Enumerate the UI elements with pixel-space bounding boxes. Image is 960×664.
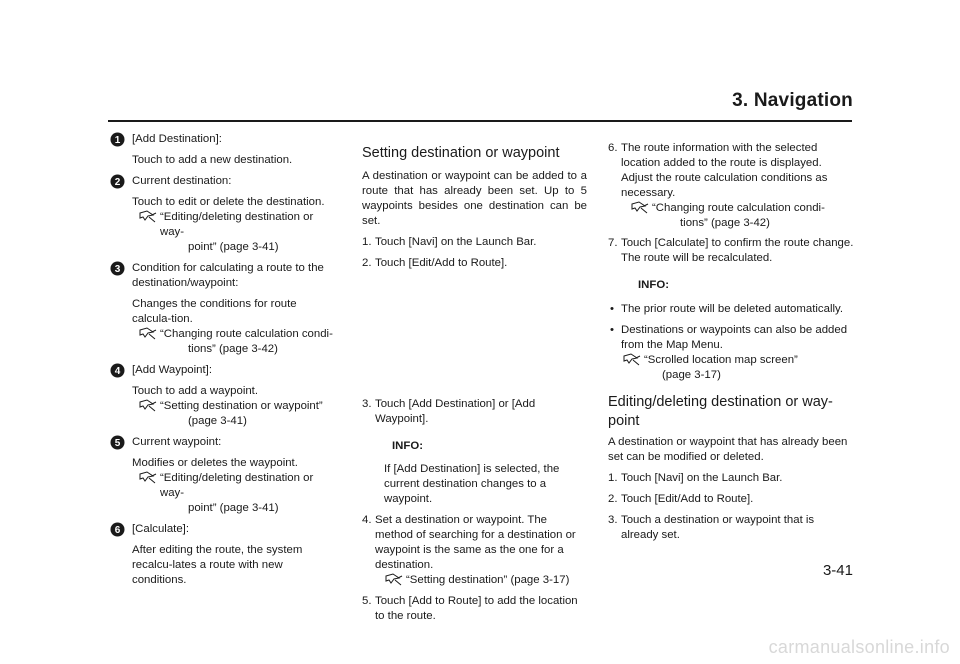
reference-text-cont: tions” (page 3-42) xyxy=(188,343,278,355)
callout-description: After editing the route, the system recalcu-lates a route with new conditions. xyxy=(132,544,303,586)
step-number: 2. xyxy=(608,493,618,505)
reference-icon xyxy=(622,352,642,366)
step-1 xyxy=(608,471,854,486)
info-label: INFO: xyxy=(392,440,424,452)
step-5 xyxy=(362,594,587,624)
step-number: 1. xyxy=(362,236,372,248)
callout-label: Current waypoint: xyxy=(132,436,222,448)
callout-description: Modifies or deletes the waypoint. xyxy=(132,457,298,469)
reference-icon xyxy=(138,209,158,223)
reference xyxy=(132,399,335,429)
svg-text:3: 3 xyxy=(114,264,121,275)
callout-label: [Add Destination]: xyxy=(132,133,222,145)
callout-label: Current destination: xyxy=(132,175,232,187)
info-text xyxy=(362,462,587,507)
callout-item xyxy=(110,132,335,168)
step-text: Touch [Add to Route] to add the location to the route. xyxy=(375,595,578,622)
reference-icon xyxy=(138,326,158,340)
reference-text: “Changing route calculation condi- xyxy=(160,328,333,340)
page-number: 3-41 xyxy=(822,562,853,579)
svg-text:5: 5 xyxy=(114,438,121,449)
reference-text-cont: point” (page 3-41) xyxy=(188,241,279,253)
callout-number-icon xyxy=(110,522,126,538)
step-3 xyxy=(608,513,854,543)
bullet-text: The prior route will be deleted automatically. xyxy=(621,303,844,315)
step-2 xyxy=(362,256,587,271)
reference-icon xyxy=(138,470,158,484)
step-number: 4. xyxy=(362,514,372,526)
callout-number-icon xyxy=(110,132,126,148)
reference-text: “Scrolled location map screen” xyxy=(644,354,798,366)
section-heading: Editing/deleting destination or way-point xyxy=(608,394,833,429)
reference xyxy=(132,210,335,255)
reference xyxy=(362,573,587,588)
column-callouts xyxy=(110,132,335,594)
step-number: 2. xyxy=(362,257,372,269)
callout-description: Touch to add a new destination. xyxy=(132,154,293,166)
step-text: Touch [Calculate] to confirm the route change. The route will be recalculated. xyxy=(621,237,854,264)
step-6 xyxy=(608,141,854,201)
svg-text:4: 4 xyxy=(114,366,121,377)
callout-description: Touch to add a waypoint. xyxy=(132,385,259,397)
bullet-text: Destinations or waypoints can also be added from the Map Menu. xyxy=(621,324,848,351)
intro-text: A destination or waypoint can be added to a route that has already been set. Up to 5 waypoints besides one destination can be set. xyxy=(362,170,587,227)
step-text: The route information with the selected location added to the route is displayed. Adjust the route calculation conditions as necessary. xyxy=(621,142,828,199)
reference xyxy=(608,201,854,231)
info-bullet xyxy=(608,323,854,353)
step-number: 5. xyxy=(362,595,372,607)
callout-item xyxy=(110,435,335,516)
step-text: Touch [Navi] on the Launch Bar. xyxy=(621,472,783,484)
bullet-dot: • xyxy=(610,324,614,336)
step-text: Touch [Edit/Add to Route]. xyxy=(375,257,508,269)
footer-watermark-bar xyxy=(0,637,960,664)
step-1 xyxy=(362,235,587,250)
reference-text-cont: point” (page 3-41) xyxy=(188,502,279,514)
reference xyxy=(132,327,335,357)
step-number: 6. xyxy=(608,142,618,154)
reference-text: “Editing/deleting destination or way- xyxy=(160,211,314,238)
reference xyxy=(608,353,854,383)
reference-text-cont: (page 3-41) xyxy=(188,415,247,427)
step-text: Touch [Add Destination] or [Add Waypoint]. xyxy=(375,398,536,425)
reference-text-cont: (page 3-17) xyxy=(662,369,721,381)
reference-text: “Setting destination” (page 3-17) xyxy=(406,574,570,586)
step-text: Touch a destination or waypoint that is already set. xyxy=(621,514,815,541)
watermark-text: carmanualsonline.info xyxy=(768,637,950,657)
step-4 xyxy=(362,513,587,573)
callout-label: [Add Waypoint]: xyxy=(132,364,212,376)
callout-item xyxy=(110,522,335,588)
column-setting-destination xyxy=(362,144,587,624)
reference-text: “Setting destination or waypoint” xyxy=(160,400,323,412)
callout-item xyxy=(110,174,335,255)
reference-text-cont: tions” (page 3-42) xyxy=(680,217,770,229)
column-editing-destination xyxy=(608,141,854,543)
step-number: 1. xyxy=(608,472,618,484)
step-number: 7. xyxy=(608,237,618,249)
callout-description: Changes the conditions for route calcula-tion. xyxy=(132,298,297,325)
svg-text:6: 6 xyxy=(114,525,121,536)
step-3 xyxy=(362,397,587,427)
callout-item xyxy=(110,261,335,357)
reference-text: “Editing/deleting destination or way- xyxy=(160,472,314,499)
callout-description: Touch to edit or delete the destination. xyxy=(132,196,325,208)
svg-text:1: 1 xyxy=(114,135,121,146)
intro-text: A destination or waypoint that has already been set can be modified or deleted. xyxy=(608,436,848,463)
callout-number-icon xyxy=(110,435,126,451)
step-text: Touch [Edit/Add to Route]. xyxy=(621,493,754,505)
chapter-title: 3. Navigation xyxy=(732,90,853,111)
header-rule xyxy=(108,120,852,122)
step-number: 3. xyxy=(362,398,372,410)
reference xyxy=(132,471,335,516)
reference-icon xyxy=(630,200,650,214)
reference-icon xyxy=(138,398,158,412)
step-text: Set a destination or waypoint. The method of searching for a destination or waypoint is the same as the one for a destination. xyxy=(375,514,576,571)
callout-number-icon xyxy=(110,174,126,190)
info-bullet xyxy=(608,302,854,317)
step-2 xyxy=(608,492,854,507)
step-number: 3. xyxy=(608,514,618,526)
step-text: Touch [Navi] on the Launch Bar. xyxy=(375,236,537,248)
step-7 xyxy=(608,236,854,266)
bullet-dot: • xyxy=(610,303,614,315)
callout-number-icon xyxy=(110,363,126,379)
section-heading: Setting destination or waypoint xyxy=(362,145,560,161)
callout-label: [Calculate]: xyxy=(132,523,189,535)
info-body: If [Add Destination] is selected, the current destination changes to a waypoint. xyxy=(384,463,560,505)
svg-text:2: 2 xyxy=(114,177,121,188)
callout-item xyxy=(110,363,335,429)
reference-icon xyxy=(384,572,404,586)
callout-label: Condition for calculating a route to the destination/waypoint: xyxy=(132,262,324,289)
reference-text: “Changing route calculation condi- xyxy=(652,202,825,214)
figure-space xyxy=(362,271,587,397)
info-label: INFO: xyxy=(638,279,670,291)
callout-number-icon xyxy=(110,261,126,277)
